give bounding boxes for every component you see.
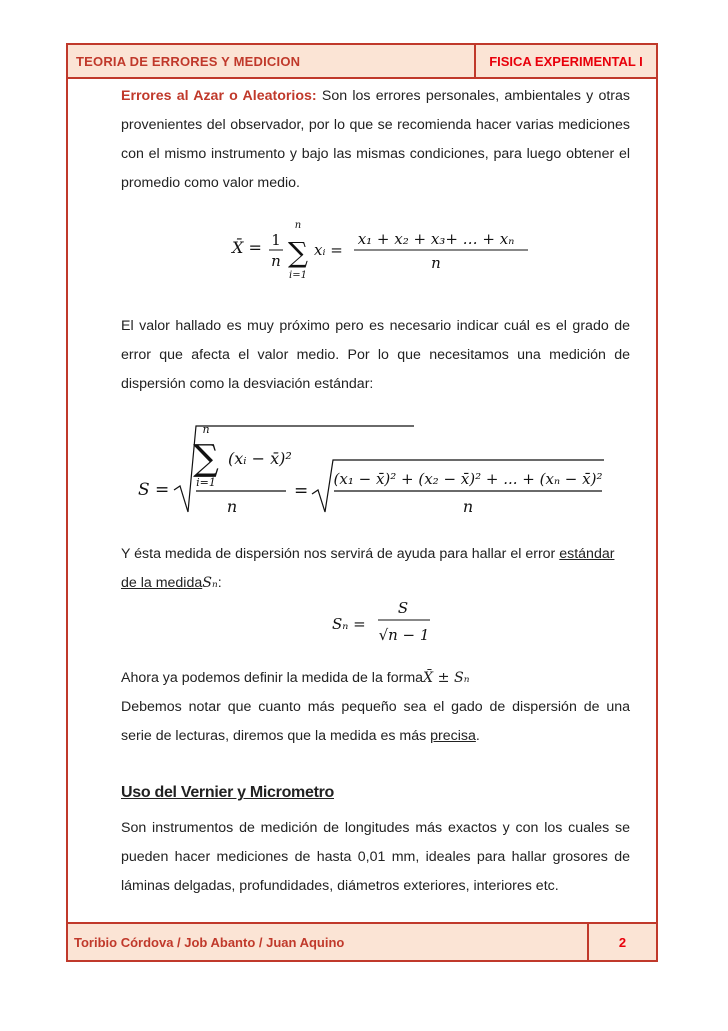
text-span: de la medida [121,575,203,591]
formula-mean-rhs-den: n [431,254,441,272]
formula-mean-frac-num: 1 [271,231,281,249]
text-line: provenientes del observador, por lo que se recomienda hacer varias mediciones [121,117,630,133]
text-span: precisa [430,728,476,744]
formula-standard-deviation [134,420,609,520]
paragraph-measure-form [121,664,630,751]
formula-std-den-left: n [226,497,238,516]
text-span: Son los errores personales, ambientales y otras [321,88,630,104]
formula-std-lhs: S = [138,480,170,500]
text-span: serie de lecturas, diremos que la medida es más [121,728,431,744]
header-title: TEORIA DE ERRORES Y MEDICION [68,45,476,77]
text-line: error que afecta el valor medio. Por lo que necesitamos una medición de [121,347,630,363]
sum-lower-limit: i=1 [289,270,307,281]
text-span: Y ésta medida de dispersión nos servirá de ayuda para hallar el error [121,546,560,562]
paragraph-vernier [121,814,630,901]
text-line: con el mismo instrumento y bajo las mismas condiciones, para luego obtener el [121,146,630,162]
text-line [121,664,630,693]
sum-upper-limit: n [294,220,302,231]
page-footer [66,922,658,962]
header-course: FISICA EXPERIMENTAL I [476,45,656,77]
text-line: Debemos notar que cuanto más pequeño sea el gado de dispersión de una [121,699,630,715]
term-random-errors: Errores al Azar o Aleatorios: [121,88,317,104]
text-line: láminas delgadas, profundidades, diámetros exteriores, interiores etc. [121,878,559,894]
text-line [121,722,630,751]
paragraph-standard-error [121,540,630,598]
formula-std-den-right: n [462,497,474,516]
text-line [121,569,630,598]
text-line: pueden hacer mediciones de hasta 0,01 mm, ideales para hallar grosores de [121,849,630,865]
formula-mean-frac-den: n [271,252,281,270]
paragraph-random-errors [121,82,630,198]
formula-mean-term: xᵢ = [314,241,343,259]
formula-std-equals: = [294,481,309,501]
sigma-symbol: ∑ [193,438,219,479]
formula-sn-den: √n − 1 [378,626,430,644]
page-number: 2 [589,924,656,960]
text-line [121,540,630,569]
text-span: estándar [559,546,615,562]
text-line: Son instrumentos de medición de longitudes más exactos y con los cuales se [121,820,630,836]
formula-sn-num: S [397,599,409,617]
paragraph-dispersion [121,312,630,399]
formula-mean-lhs: X̄ = [232,238,262,257]
text-span: . [475,728,480,744]
sigma-symbol: ∑ [288,236,308,269]
text-line: El valor hallado es muy próximo pero es necesario indicar cuál es el grado de [121,318,630,334]
math-inline: Sₙ [202,575,218,591]
math-inline: X̄ ± Sₙ [423,670,470,686]
formula-sn-lhs: Sₙ = [332,615,366,633]
formula-std-rhs: (x₁ − x̄)² + (x₂ − x̄)² + ... + (xₙ − x̄)² [333,470,603,488]
text-span: : [217,575,222,591]
sum-lower-limit: i=1 [196,476,216,489]
text-line: dispersión como la desviación estándar: [121,376,374,392]
formula-mean [226,218,546,290]
text-line: promedio como valor medio. [121,175,300,191]
section-heading: Uso del Vernier y Micrometro [121,784,335,801]
text-line [121,82,630,111]
text-span: Ahora ya podemos definir la medida de la forma [121,670,424,686]
sum-upper-limit: n [202,423,210,436]
formula-mean-rhs-num: x₁ + x₂ + x₃+ … + xₙ [357,230,515,248]
footer-authors: Toribio Córdova / Job Abanto / Juan Aquino [68,924,589,960]
page-header [66,43,658,79]
formula-sn [330,596,440,648]
formula-std-inner: (xᵢ − x̄)² [228,449,292,468]
